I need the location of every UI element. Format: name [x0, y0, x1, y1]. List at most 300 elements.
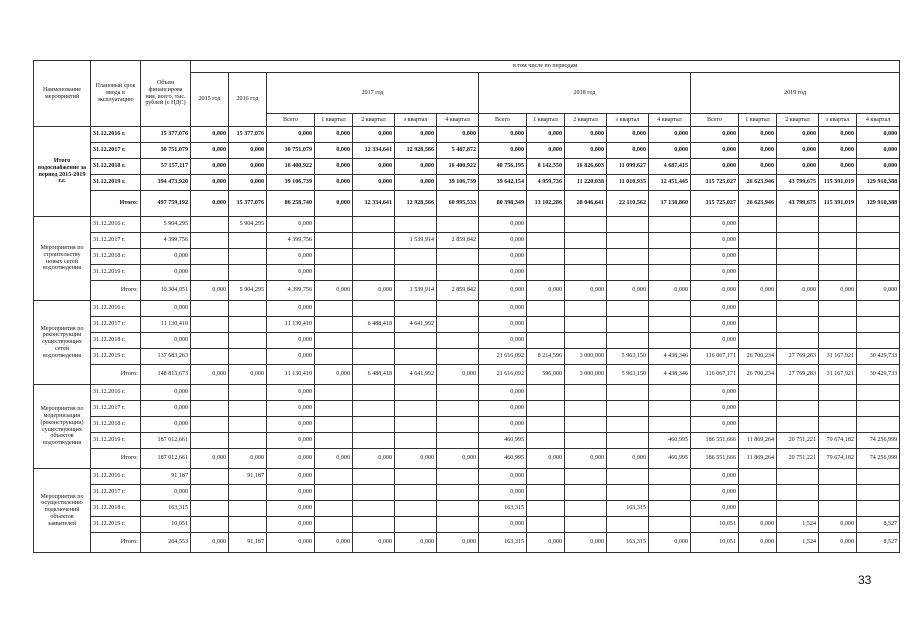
value-cell: 0,000 — [141, 265, 191, 281]
value-cell: 2 859,842 — [437, 281, 479, 301]
value-cell: 30 429,733 — [857, 349, 900, 365]
value-cell: 0,000 — [395, 159, 437, 175]
value-cell: 26 623,946 — [739, 175, 777, 191]
value-cell — [565, 249, 607, 265]
value-cell: 0,000 — [353, 281, 395, 301]
period-cell: Итого: — [91, 281, 141, 301]
value-cell — [191, 485, 229, 501]
value-cell: 4 959,736 — [527, 175, 565, 191]
table-row — [34, 469, 900, 485]
table-row — [34, 175, 900, 191]
value-cell — [437, 433, 479, 449]
table-row — [34, 301, 900, 317]
value-cell — [857, 469, 900, 485]
value-cell: 11 130,410 — [267, 365, 315, 385]
value-cell: 0,000 — [191, 143, 229, 159]
value-cell: 3 000,000 — [565, 349, 607, 365]
value-cell: 26 700,234 — [739, 365, 777, 385]
value-cell — [315, 217, 353, 233]
value-cell — [437, 301, 479, 317]
value-cell: 11 099,627 — [607, 159, 649, 175]
value-cell: 0,000 — [691, 265, 739, 281]
value-cell — [607, 217, 649, 233]
value-cell: 0,000 — [479, 249, 527, 265]
value-cell — [649, 233, 691, 249]
value-cell — [229, 333, 267, 349]
value-cell — [353, 417, 395, 433]
value-cell: 0,000 — [267, 127, 315, 143]
value-cell — [191, 217, 229, 233]
value-cell: 0,000 — [315, 449, 353, 469]
value-cell: 163,315 — [607, 533, 649, 553]
year-2019-header: 2019 год — [691, 73, 900, 114]
value-cell — [649, 301, 691, 317]
period-cell: 31.12.2016 г. — [91, 385, 141, 401]
value-cell — [777, 317, 819, 333]
value-cell: 0,000 — [649, 127, 691, 143]
value-cell: 129 910,388 — [857, 191, 900, 217]
value-cell — [353, 385, 395, 401]
value-cell: 0,000 — [739, 143, 777, 159]
value-cell — [437, 469, 479, 485]
value-cell: 148 813,673 — [141, 365, 191, 385]
value-cell — [437, 501, 479, 517]
value-cell: 460,995 — [649, 449, 691, 469]
value-cell: 39 642,154 — [479, 175, 527, 191]
value-cell — [649, 517, 691, 533]
value-cell: 0,000 — [607, 449, 649, 469]
period-cell: 31.12.2019 г. — [91, 265, 141, 281]
value-cell — [395, 417, 437, 433]
value-cell: 11 220,038 — [565, 175, 607, 191]
table-row — [34, 127, 900, 143]
col-2016-header: 2016 год — [229, 73, 267, 127]
value-cell — [527, 333, 565, 349]
value-cell: 0,000 — [479, 217, 527, 233]
value-cell: 8 142,550 — [527, 159, 565, 175]
value-cell — [191, 333, 229, 349]
value-cell — [527, 433, 565, 449]
value-cell: 0,000 — [819, 533, 857, 553]
value-cell: 39 106,739 — [267, 175, 315, 191]
value-cell — [739, 485, 777, 501]
value-cell: 0,000 — [267, 469, 315, 485]
value-cell — [437, 317, 479, 333]
value-cell: 0,000 — [857, 143, 900, 159]
value-cell: 4 399,756 — [267, 281, 315, 301]
value-cell: 0,000 — [191, 127, 229, 143]
value-cell: 394 473,920 — [141, 175, 191, 191]
value-cell — [229, 349, 267, 365]
value-cell: 5 904,295 — [141, 217, 191, 233]
value-cell: 22 110,562 — [607, 191, 649, 217]
value-cell: 0,000 — [353, 127, 395, 143]
value-cell: 0,000 — [819, 159, 857, 175]
value-cell: 0,000 — [141, 301, 191, 317]
value-cell: 4 641,992 — [395, 317, 437, 333]
value-cell — [315, 385, 353, 401]
col-total-header: Всего — [479, 114, 527, 127]
value-cell: 0,000 — [739, 281, 777, 301]
table-row — [34, 401, 900, 417]
col-volume-header: Объем финансирова ния, всего, тыс. рублей (с НДС) — [141, 61, 191, 127]
value-cell — [395, 301, 437, 317]
value-cell: 0,000 — [267, 217, 315, 233]
value-cell: 116 067,171 — [691, 349, 739, 365]
value-cell: 5 487,872 — [437, 143, 479, 159]
value-cell — [437, 517, 479, 533]
value-cell — [395, 433, 437, 449]
value-cell: 79 674,182 — [819, 449, 857, 469]
value-cell — [191, 469, 229, 485]
period-cell: 31.12.2019 г. — [91, 175, 141, 191]
value-cell: 0,000 — [691, 385, 739, 401]
value-cell — [649, 469, 691, 485]
value-cell: 0,000 — [267, 333, 315, 349]
value-cell: 0,000 — [857, 281, 900, 301]
col-2015-header: 2015 год — [191, 73, 229, 127]
col-q4-header: 4 квартал — [437, 114, 479, 127]
value-cell: 0,000 — [141, 485, 191, 501]
value-cell — [857, 217, 900, 233]
period-cell: 31.12.2016 г. — [91, 217, 141, 233]
value-cell — [857, 301, 900, 317]
value-cell: 5 904,295 — [229, 281, 267, 301]
table-row — [34, 501, 900, 517]
value-cell — [437, 417, 479, 433]
value-cell — [315, 485, 353, 501]
value-cell: 0,000 — [141, 401, 191, 417]
periods-header: в том числе по периодам — [191, 61, 900, 73]
value-cell — [777, 233, 819, 249]
value-cell: 0,000 — [229, 365, 267, 385]
value-cell: 79 674,182 — [819, 433, 857, 449]
value-cell: 0,000 — [315, 191, 353, 217]
value-cell: 10 304,051 — [141, 281, 191, 301]
value-cell — [527, 417, 565, 433]
value-cell — [437, 333, 479, 349]
value-cell — [607, 433, 649, 449]
value-cell: 16 400,922 — [267, 159, 315, 175]
value-cell: 16 400,922 — [437, 159, 479, 175]
table-row — [34, 333, 900, 349]
value-cell — [819, 265, 857, 281]
value-cell: 0,000 — [479, 485, 527, 501]
value-cell — [395, 401, 437, 417]
value-cell: 8,527 — [857, 517, 900, 533]
value-cell — [527, 317, 565, 333]
period-cell: 31.12.2016 г. — [91, 301, 141, 317]
value-cell — [395, 469, 437, 485]
value-cell — [527, 501, 565, 517]
value-cell — [607, 301, 649, 317]
value-cell: 4 399,756 — [141, 233, 191, 249]
value-cell: 163,315 — [607, 501, 649, 517]
period-cell: 31.12.2018 г. — [91, 501, 141, 517]
col-q2-header: 2 квартал — [353, 114, 395, 127]
value-cell — [649, 401, 691, 417]
value-cell: 0,000 — [739, 159, 777, 175]
value-cell — [315, 333, 353, 349]
value-cell: 0,000 — [691, 401, 739, 417]
col-q2-header: 2 квартал — [777, 114, 819, 127]
value-cell — [229, 249, 267, 265]
value-cell — [353, 401, 395, 417]
value-cell: 596,000 — [527, 365, 565, 385]
value-cell — [315, 517, 353, 533]
value-cell — [649, 265, 691, 281]
value-cell — [315, 249, 353, 265]
value-cell — [777, 485, 819, 501]
value-cell: 0,000 — [191, 533, 229, 553]
value-cell — [353, 217, 395, 233]
value-cell: 0,000 — [315, 159, 353, 175]
value-cell — [315, 233, 353, 249]
value-cell: 27 769,283 — [777, 349, 819, 365]
value-cell: 31 167,921 — [819, 349, 857, 365]
value-cell: 0,000 — [437, 365, 479, 385]
value-cell — [315, 501, 353, 517]
year-2017-header: 2017 год — [267, 73, 479, 114]
value-cell: 91,187 — [141, 469, 191, 485]
value-cell — [315, 401, 353, 417]
value-cell — [229, 233, 267, 249]
value-cell — [565, 233, 607, 249]
value-cell — [395, 485, 437, 501]
value-cell: 0,000 — [437, 449, 479, 469]
value-cell — [395, 217, 437, 233]
value-cell — [527, 233, 565, 249]
value-cell: 0,000 — [691, 281, 739, 301]
value-cell: 43 799,675 — [777, 191, 819, 217]
value-cell — [315, 301, 353, 317]
value-cell — [395, 265, 437, 281]
value-cell — [527, 249, 565, 265]
value-cell: 0,000 — [437, 533, 479, 553]
value-cell — [395, 517, 437, 533]
value-cell — [739, 317, 777, 333]
value-cell — [649, 385, 691, 401]
value-cell — [395, 501, 437, 517]
value-cell: 0,000 — [191, 365, 229, 385]
value-cell: 0,000 — [607, 127, 649, 143]
value-cell: 0,000 — [479, 281, 527, 301]
value-cell — [649, 485, 691, 501]
value-cell: 0,000 — [691, 317, 739, 333]
value-cell: 0,000 — [607, 143, 649, 159]
value-cell — [353, 349, 395, 365]
value-cell: 10,051 — [691, 517, 739, 533]
value-cell — [229, 317, 267, 333]
value-cell: 0,000 — [739, 517, 777, 533]
col-total-header: Всего — [691, 114, 739, 127]
value-cell — [777, 333, 819, 349]
value-cell: 91,187 — [229, 469, 267, 485]
value-cell: 0,000 — [267, 485, 315, 501]
value-cell — [857, 385, 900, 401]
value-cell — [315, 417, 353, 433]
value-cell — [777, 417, 819, 433]
table-header — [34, 61, 900, 127]
value-cell: 497 759,192 — [141, 191, 191, 217]
value-cell: 4 438,346 — [649, 365, 691, 385]
value-cell: 187 012,661 — [141, 433, 191, 449]
table-row — [34, 143, 900, 159]
value-cell: 0,000 — [739, 533, 777, 553]
value-cell — [565, 517, 607, 533]
value-cell: 460,995 — [479, 449, 527, 469]
value-cell: 27 769,283 — [777, 365, 819, 385]
value-cell — [437, 385, 479, 401]
value-cell: 0,000 — [819, 143, 857, 159]
period-cell: 31.12.2016 г. — [91, 469, 141, 485]
value-cell — [565, 317, 607, 333]
value-cell: 0,000 — [607, 281, 649, 301]
table-row — [34, 159, 900, 175]
value-cell: 0,000 — [315, 533, 353, 553]
value-cell: 6 488,418 — [353, 317, 395, 333]
value-cell: 30 751,079 — [141, 143, 191, 159]
period-cell: 31.12.2019 г. — [91, 433, 141, 449]
value-cell: 11 130,410 — [141, 317, 191, 333]
value-cell: 12 928,566 — [395, 143, 437, 159]
value-cell: 11 869,264 — [739, 433, 777, 449]
value-cell — [819, 249, 857, 265]
value-cell — [527, 217, 565, 233]
value-cell: 163,315 — [479, 501, 527, 517]
value-cell: 0,000 — [479, 265, 527, 281]
value-cell: 0,000 — [565, 281, 607, 301]
value-cell: 0,000 — [353, 175, 395, 191]
value-cell: 0,000 — [691, 233, 739, 249]
value-cell — [607, 485, 649, 501]
value-cell — [607, 385, 649, 401]
value-cell — [777, 469, 819, 485]
value-cell: 11 010,935 — [607, 175, 649, 191]
value-cell — [315, 317, 353, 333]
value-cell: 0,000 — [527, 449, 565, 469]
value-cell: 115 391,019 — [819, 191, 857, 217]
value-cell — [437, 485, 479, 501]
value-cell: 0,000 — [691, 249, 739, 265]
col-q1-header: 1 квартал — [315, 114, 353, 127]
value-cell: 0,000 — [691, 485, 739, 501]
value-cell: 15 377,076 — [229, 127, 267, 143]
period-cell: 31.12.2017 г. — [91, 317, 141, 333]
value-cell — [819, 217, 857, 233]
value-cell — [649, 417, 691, 433]
value-cell — [565, 469, 607, 485]
value-cell: 0,000 — [267, 501, 315, 517]
table-row — [34, 485, 900, 501]
value-cell: 0,000 — [479, 127, 527, 143]
period-cell: 31.12.2018 г. — [91, 159, 141, 175]
value-cell — [395, 249, 437, 265]
value-cell — [777, 265, 819, 281]
value-cell — [527, 485, 565, 501]
value-cell — [191, 517, 229, 533]
value-cell — [527, 517, 565, 533]
value-cell: 4 687,415 — [649, 159, 691, 175]
value-cell: 0,000 — [819, 281, 857, 301]
value-cell: 11 869,264 — [739, 449, 777, 469]
value-cell: 0,000 — [267, 249, 315, 265]
value-cell — [229, 417, 267, 433]
value-cell — [777, 301, 819, 317]
value-cell — [649, 501, 691, 517]
value-cell: 0,000 — [315, 175, 353, 191]
total-row — [34, 365, 900, 385]
value-cell: 0,000 — [267, 349, 315, 365]
value-cell — [353, 249, 395, 265]
value-cell — [191, 249, 229, 265]
value-cell — [565, 217, 607, 233]
value-cell — [353, 333, 395, 349]
value-cell: 0,000 — [857, 159, 900, 175]
value-cell: 0,000 — [479, 317, 527, 333]
value-cell: 0,000 — [267, 417, 315, 433]
total-row — [34, 533, 900, 553]
value-cell: 20 751,221 — [777, 433, 819, 449]
value-cell: 0,000 — [479, 143, 527, 159]
value-cell: 116 067,171 — [691, 365, 739, 385]
value-cell — [819, 469, 857, 485]
value-cell: 0,000 — [527, 143, 565, 159]
value-cell: 0,000 — [479, 417, 527, 433]
value-cell: 0,000 — [353, 533, 395, 553]
value-cell: 0,000 — [141, 385, 191, 401]
value-cell — [353, 485, 395, 501]
value-cell: 0,000 — [141, 249, 191, 265]
value-cell — [229, 517, 267, 533]
value-cell: 0,000 — [267, 301, 315, 317]
value-cell: 5 904,295 — [229, 217, 267, 233]
value-cell: 40 756,195 — [479, 159, 527, 175]
total-row — [34, 191, 900, 217]
value-cell — [229, 385, 267, 401]
value-cell — [777, 217, 819, 233]
value-cell — [229, 301, 267, 317]
value-cell: 186 551,666 — [691, 449, 739, 469]
value-cell: 15 377,076 — [141, 127, 191, 143]
year-2018-header: 2018 год — [479, 73, 691, 114]
value-cell: 11 130,410 — [267, 317, 315, 333]
value-cell: 8,527 — [857, 533, 900, 553]
value-cell — [607, 417, 649, 433]
value-cell — [607, 517, 649, 533]
table-row — [34, 433, 900, 449]
value-cell — [739, 265, 777, 281]
value-cell — [437, 265, 479, 281]
value-cell: 163,315 — [479, 533, 527, 553]
period-cell: Итого: — [91, 365, 141, 385]
value-cell: 21 616,092 — [479, 365, 527, 385]
value-cell — [857, 401, 900, 417]
value-cell — [437, 217, 479, 233]
period-cell: 31.12.2018 г. — [91, 249, 141, 265]
value-cell: 13 102,286 — [527, 191, 565, 217]
page-number: 33 — [858, 573, 872, 587]
table-row — [34, 317, 900, 333]
value-cell — [649, 317, 691, 333]
table-row — [34, 517, 900, 533]
value-cell: 5 963,150 — [607, 365, 649, 385]
value-cell — [353, 265, 395, 281]
value-cell: 6 488,418 — [353, 365, 395, 385]
value-cell: 0,000 — [739, 127, 777, 143]
value-cell: 460,995 — [649, 433, 691, 449]
value-cell: 264,553 — [141, 533, 191, 553]
